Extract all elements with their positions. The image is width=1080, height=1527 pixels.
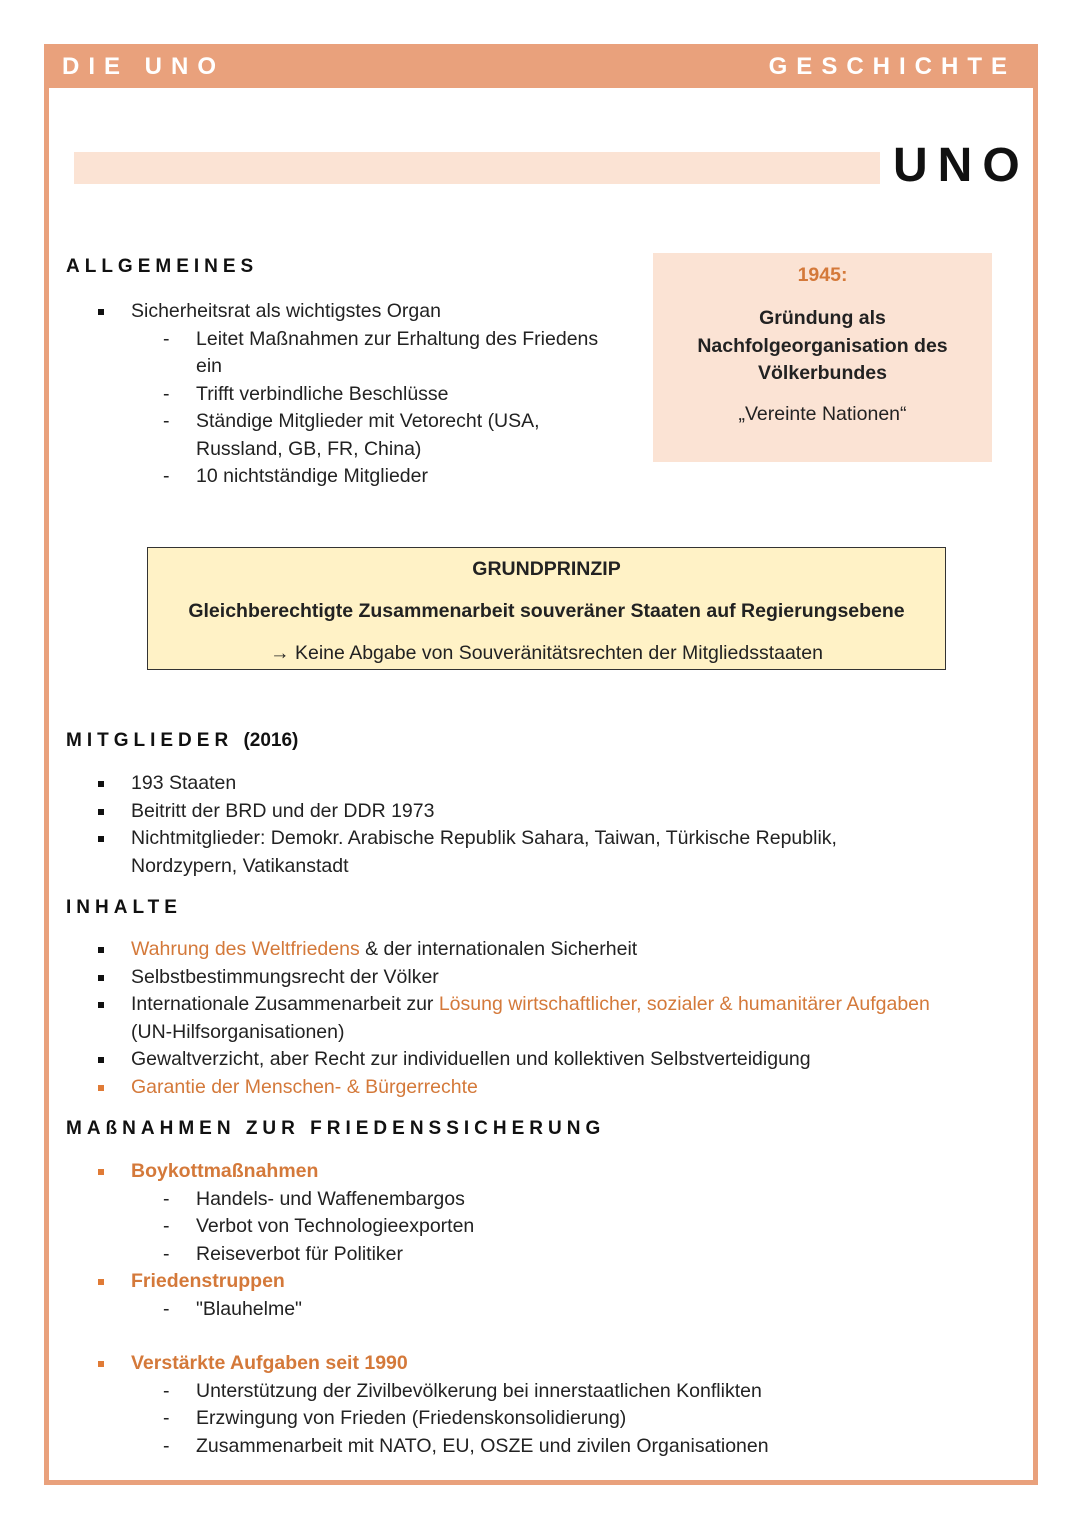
header-bar (44, 44, 1038, 88)
list-item (96, 1158, 936, 1268)
header-left-label: DIE UNO (62, 53, 226, 80)
founding-description: Gründung als Nachfolgeorganisation des Völkerbundes (697, 307, 948, 384)
list-item: Nichtmitglieder: Demokr. Arabische Republik Sahara, Taiwan, Türkische Republik, Nordzypern, Vatikanstadt (96, 825, 936, 880)
sub-list (131, 1296, 936, 1324)
list-item-text: Internationale Zusammenarbeit zur (131, 993, 439, 1015)
sub-item: - Trifft verbindliche Beschlüsse (131, 381, 606, 409)
inhalte-list (96, 936, 936, 1101)
sub-list (131, 1186, 936, 1269)
sub-item: - Reiseverbot für Politiker (131, 1241, 936, 1269)
section-heading-massnahmen: MAßNAHMEN ZUR FRIEDENSSICHERUNG (66, 1118, 606, 1139)
sub-item: - Unterstützung der Zivilbevölkerung bei innerstaatlichen Konflikten (131, 1378, 936, 1406)
heading-text: MITGLIEDER (66, 730, 234, 751)
highlight-text: Wahrung des Weltfriedens (131, 938, 360, 960)
list-item (96, 1350, 936, 1460)
header-right-label: GESCHICHTE (768, 53, 1016, 80)
sub-item: - Zusammenarbeit mit NATO, EU, OSZE und zivilen Organisationen (131, 1433, 936, 1461)
principle-note: → Keine Abgabe von Souveränitätsrechten der Mitgliedsstaaten (270, 642, 823, 664)
allgemeines-list (96, 298, 606, 491)
list-item: Gewaltverzicht, aber Recht zur individuellen und kollektiven Selbstverteidigung (96, 1046, 936, 1074)
group-title: Friedenstruppen (131, 1270, 285, 1292)
founding-year: 1945: (797, 264, 848, 286)
principle-box (147, 547, 946, 670)
list-item: Garantie der Menschen- & Bürgerrechte (96, 1074, 936, 1102)
title-strip (74, 152, 880, 184)
section-heading-mitglieder (66, 730, 298, 752)
sub-list (131, 1378, 936, 1461)
sub-item: - Erzwingung von Frieden (Friedenskonsolidierung) (131, 1405, 936, 1433)
list-item (96, 991, 936, 1046)
founding-quote: „Vereinte Nationen“ (738, 402, 907, 425)
group-title: Verstärkte Aufgaben seit 1990 (131, 1352, 408, 1374)
founding-box (653, 253, 992, 462)
heading-year: (2016) (243, 730, 299, 751)
mitglieder-list (96, 770, 936, 880)
sub-item: - Verbot von Technologieexporten (131, 1213, 936, 1241)
sub-list (131, 326, 606, 491)
sub-item: - 10 nichtständige Mitglieder (131, 463, 606, 491)
sub-item: - Handels- und Waffenembargos (131, 1186, 936, 1214)
group-title: Boykottmaßnahmen (131, 1160, 319, 1182)
list-item: Beitritt der BRD und der DDR 1973 (96, 798, 936, 826)
highlight-text: Lösung wirtschaftlicher, sozialer & humanitärer Aufgaben (438, 993, 930, 1015)
list-item (96, 298, 606, 491)
section-heading-allgemeines: ALLGEMEINES (66, 256, 259, 277)
principle-main: Gleichberechtigte Zusammenarbeit souveräner Staaten auf Regierungsebene (188, 600, 905, 622)
list-item-text: Sicherheitsrat als wichtigstes Organ (131, 300, 441, 322)
sub-item: - Ständige Mitglieder mit Vetorecht (USA, Russland, GB, FR, China) (131, 408, 606, 463)
list-item-text: (UN-Hilfsorganisationen) (131, 1020, 345, 1043)
sub-item: - "Blauhelme" (131, 1296, 936, 1324)
list-item-text: & der internationalen Sicherheit (359, 938, 638, 960)
section-heading-inhalte: INHALTE (66, 897, 182, 918)
list-item (96, 936, 936, 964)
principle-title: GRUNDPRINZIP (472, 558, 621, 580)
list-item (96, 1268, 936, 1323)
sub-item: - Leitet Maßnahmen zur Erhaltung des Friedens ein (131, 326, 606, 381)
page-title: UNO (893, 139, 1030, 192)
massnahmen-list (96, 1158, 936, 1460)
list-item: 193 Staaten (96, 770, 936, 798)
list-item: Selbstbestimmungsrecht der Völker (96, 964, 936, 992)
